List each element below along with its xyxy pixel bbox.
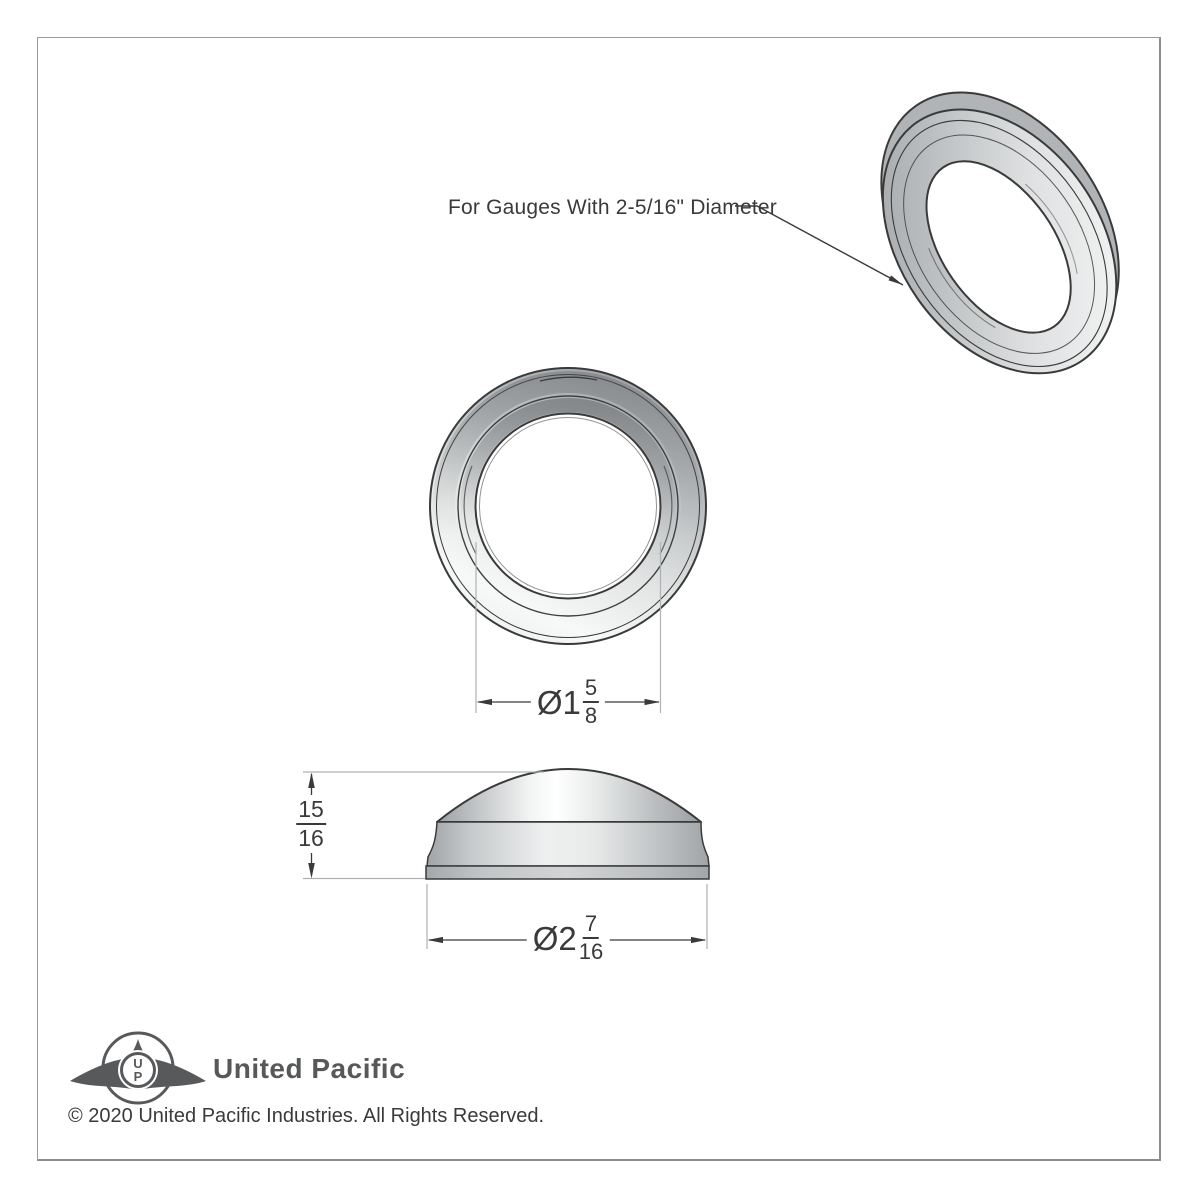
copyright-notice: © 2020 United Pacific Industries. All Rights Reserved. (68, 1105, 545, 1127)
dim-arrow-right (645, 699, 661, 705)
side-skirt (427, 822, 709, 866)
dim-arrow-right (691, 937, 707, 943)
side-view-bezel (426, 769, 709, 879)
leader-arrowhead (889, 275, 904, 285)
dim-height-fraction (296, 798, 326, 850)
brand-name: United Pacific (213, 1053, 406, 1084)
fraction-denominator: 16 (578, 939, 604, 964)
dim-inner-diameter-fraction (583, 677, 599, 727)
fraction-numerator: 7 (583, 913, 599, 939)
fraction-denominator: 8 (584, 703, 598, 728)
dim-inner-diameter-value: Ø1 (536, 683, 581, 721)
fraction-numerator: 15 (296, 798, 326, 825)
front-view-bezel (430, 368, 706, 644)
side-base-flange (426, 866, 709, 879)
dim-arrow-down (308, 863, 315, 879)
dim-height-label (292, 795, 330, 853)
dim-outer-diameter-value: Ø2 (532, 919, 577, 957)
dim-arrow-up (308, 773, 315, 789)
callout-label: For Gauges With 2-5/16" Diameter (448, 196, 777, 219)
fraction-numerator: 5 (583, 677, 599, 703)
dim-outer-diameter-fraction (579, 913, 603, 963)
front-hole-edge (476, 414, 661, 599)
dim-arrow-left (428, 937, 444, 943)
dim-outer-diameter-label (527, 913, 610, 963)
logo-monogram-p: P (133, 1069, 143, 1084)
fraction-denominator: 16 (298, 825, 324, 851)
united-pacific-logo-emblem (70, 1033, 206, 1103)
side-dome (437, 769, 701, 822)
iso-view-bezel (826, 47, 1173, 417)
dim-arrow-left (477, 699, 493, 705)
dim-inner-diameter-label (531, 677, 605, 727)
logo-monogram-u: U (133, 1056, 143, 1071)
